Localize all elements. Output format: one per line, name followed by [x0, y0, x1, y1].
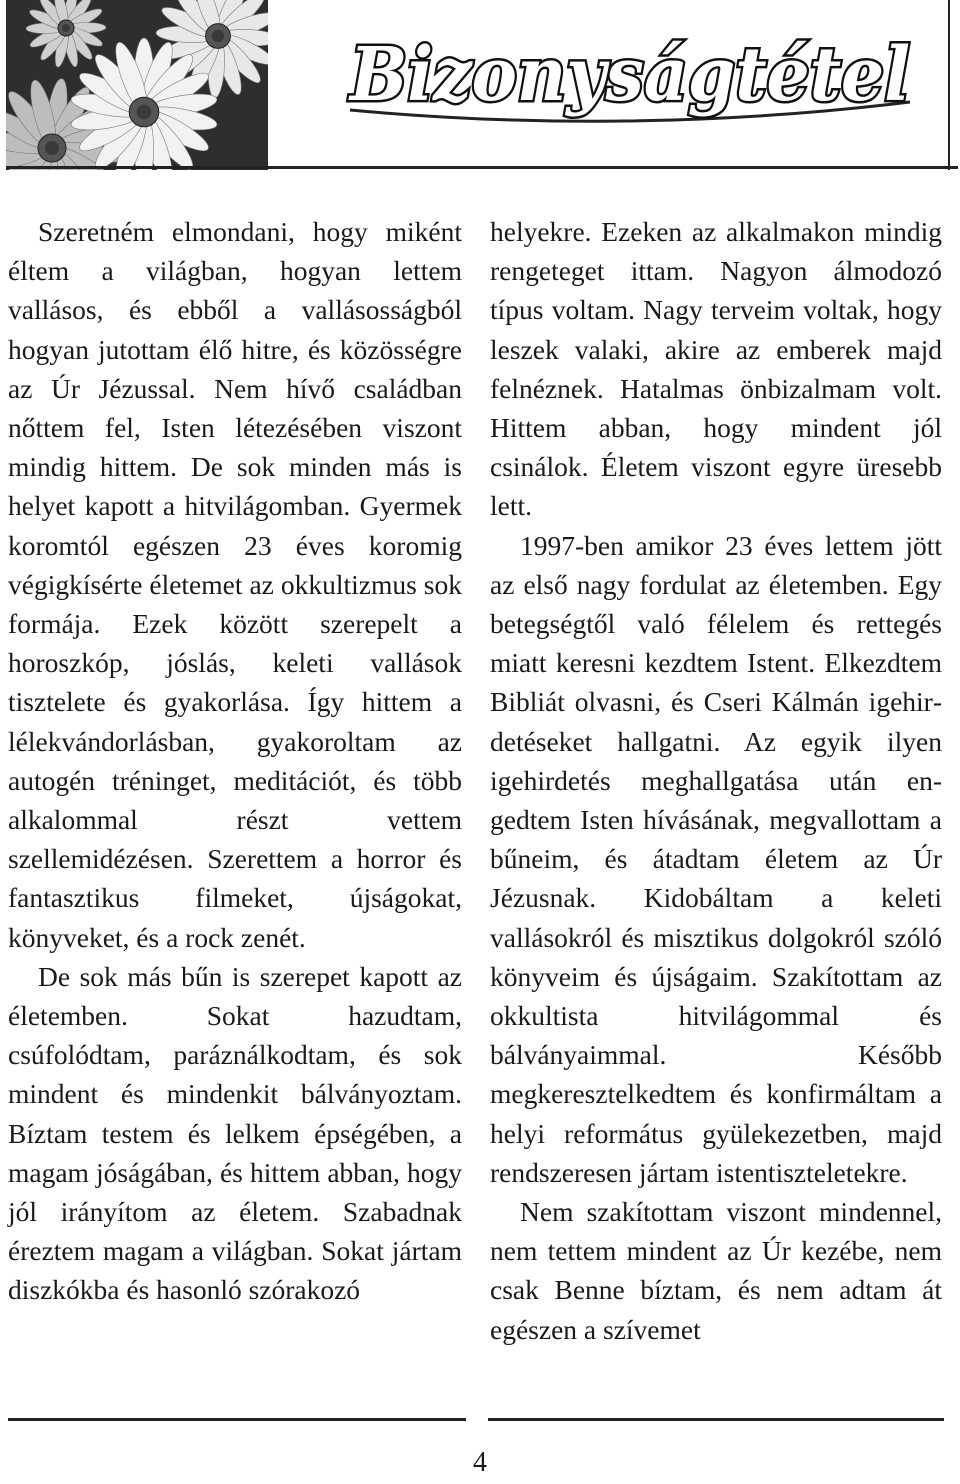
paragraph: helyekre. Ezeken az alkalmakon mindig rengeteget ittam. Nagyon álmodozó típus voltam. Nagy terveim voltak, hogy leszek valaki, akire az emberek majd felnéznek. Hatalmas önbizalmam volt. Hittem abban, hogy mindent jól csinálok. Életem viszont egyre üresebb lett. — [490, 216, 942, 522]
header-border-bottom — [6, 166, 958, 169]
paragraph: De sok más bűn is szerepet kapott az életemben. Sokat hazudtam, csúfolódtam, paráználkodtam, és sok mindent és mindenkit bálványoztam. Bíztam testem és lelkem épségében, a magam jóságában, és hittem abban, hogy jól irányítom az életem. Szabadnak éreztem magam a világban. Sokat jártam diszkókba és hasonló szórakozó — [8, 960, 462, 1306]
banner-title — [330, 18, 930, 138]
paragraph: Nem szakítottam viszont mindennel, nem tettem mindent az Úr kezébe, nem csak Benne bíztam, és nem adtam át egészen a szívemet — [490, 1196, 942, 1345]
banner-title-text: Bizonyságtétel — [348, 32, 911, 118]
article-left-column — [8, 212, 462, 1310]
header-banner — [6, 0, 958, 170]
column-bottom-rule — [8, 1418, 466, 1421]
header-border-right — [948, 0, 960, 170]
page-number: 4 — [473, 1447, 487, 1478]
paragraph: Szeretném elmondani, hogy miként éltem a világban, hogyan lettem vallásos, és ebből a vallásosságból hogyan jutottam élő hitre, és közösségre az Úr Jézussal. Nem hívő családban nőttem fel, Isten létezésében viszont mindig hittem. De sok minden más is helyet kapott a hitvilágomban. Gyermek koromtól egészen 23 éves koromig végigkísérte életemet az okkultizmus sok formája. Ezek között szerepelt a horoszkóp, jóslás, keleti vallások tisztelete és gyakorlása. Így hittem a lélekvándorlásban, gyakoroltam az autogén tréninget, meditációt, és több alkalommal részt vettem szellemidézésen. Szerettem a horror és fantasztikus filmeket, újságokat, könyveket, és a rock zenét. — [8, 216, 462, 953]
paragraph: 1997-ben amikor 23 éves lettem jött az első nagy fordulat az életemben. Egy betegségtől való félelem és rettegés miatt keresni kezdtem Istent. Elkezdtem Bibliát olvasni, és Cseri Kálmán igehirdetéseket hallgatni. Az egyik ilyen igehirdetés meghallgatása után engedtem Isten hívásának, megvallottam a bűneim, és átadtam életem az Úr Jézusnak. Kidobáltam a keleti vallásokról és misztikus dolgokról szóló könyveim és újságaim. Szakítottam az okkultista hitvilágommal és bálványaimmal. Később megkeresztelkedtem és konfirmáltam a helyi református gyülekezetben, majd rendszeresen jártam istentiszteletekre. — [490, 529, 942, 1188]
article-right-column — [490, 212, 942, 1349]
column-bottom-rule — [488, 1418, 944, 1421]
daisy-flower-photo — [6, 0, 268, 170]
